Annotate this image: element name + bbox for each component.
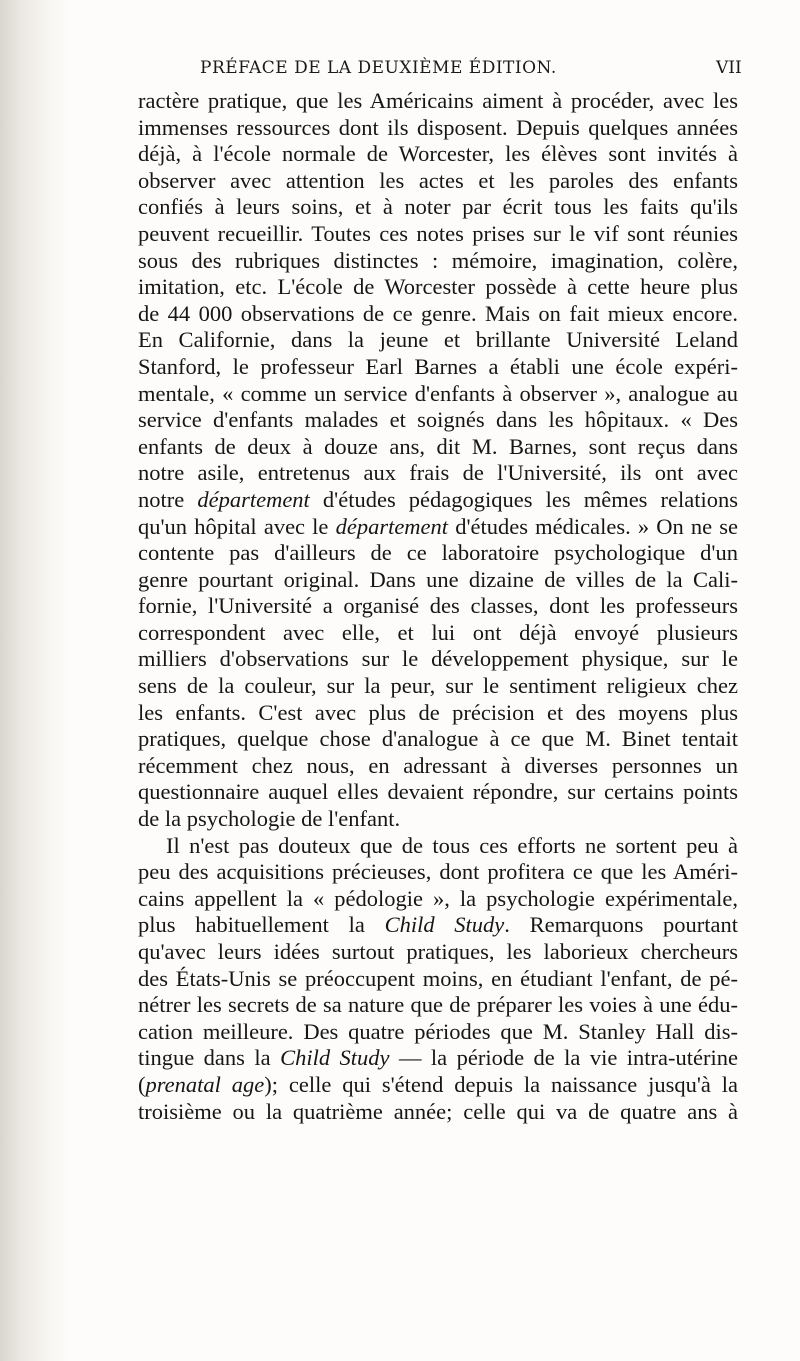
text-line: enfants de deux à douze ans, dit M. Barnes, sont reçus dans — [138, 433, 738, 459]
text-line: les enfants. C'est avec plus de précision et des moyens plus — [138, 699, 738, 725]
text-line: (prenatal age); celle qui s'étend depuis la naissance jusqu'à la — [138, 1071, 738, 1097]
text-line: de 44 000 observations de ce genre. Mais on fait mieux encore. — [138, 300, 738, 326]
text-line: peuvent recueillir. Toutes ces notes prises sur le vif sont réunies — [138, 220, 738, 246]
paragraph-start-line: Il n'est pas douteux que de tous ces efforts ne sortent peu à — [166, 832, 738, 858]
text-line: confiés à leurs soins, et à noter par écrit tous les faits qu'ils — [138, 194, 738, 220]
text-line: sous des rubriques distinctes : mémoire, imagination, colère, — [138, 247, 738, 273]
text-line: Stanford, le professeur Earl Barnes a établi une école expéri- — [138, 353, 738, 379]
text-line: notre département d'études pédagogiques les mêmes relations — [138, 486, 739, 512]
text-line: ractère pratique, que les Américains aiment à procéder, avec les — [138, 88, 738, 113]
text-line: peu des acquisitions précieuses, dont profitera ce que les Améri- — [138, 859, 738, 885]
text-line: questionnaire auquel elles devaient répondre, sur certains points — [138, 779, 738, 805]
text-line: milliers d'observations sur le développement physique, sur le — [138, 646, 738, 672]
text-line: troisième ou la quatrième année; celle qui va de quatre ans à — [138, 1098, 738, 1124]
text-line: genre pourtant original. Dans une dizaine de villes de la Cali- — [138, 566, 738, 592]
text-line: fornie, l'Université a organisé des classes, dont les professeurs — [138, 593, 738, 619]
text-line: immenses ressources dont ils disposent. Depuis quelques années — [138, 114, 738, 140]
text-line: des États-Unis se préoccupent moins, en étudiant l'enfant, de pé- — [138, 965, 738, 991]
page-number: VII — [716, 58, 742, 78]
text-line: qu'un hôpital avec le département d'études médicales. » On ne se — [138, 513, 739, 539]
paragraph-end-line: de la psychologie de l'enfant. — [138, 806, 401, 832]
text-line: contente pas d'ailleurs de ce laboratoire psychologique d'un — [138, 540, 738, 566]
text-line: pratiques, quelque chose d'analogue à ce que M. Binet tentait — [138, 726, 738, 752]
text-line: qu'avec leurs idées surtout pratiques, les laborieux chercheurs — [138, 939, 738, 964]
italic-term: prenatal age — [145, 1071, 265, 1097]
text-line: récemment chez nous, en adressant à diverses personnes un — [138, 752, 738, 778]
italic-term: Child Study — [384, 912, 505, 938]
text-line: déjà, à l'école normale de Worcester, les élèves sont invités à — [138, 141, 738, 167]
text-line: notre asile, entretenus aux frais de l'Université, ils ont avec — [138, 460, 738, 486]
text-line: En Californie, dans la jeune et brillante Université Leland — [138, 327, 738, 353]
running-header: PRÉFACE DE LA DEUXIÈME ÉDITION. — [200, 58, 557, 78]
body-text — [0, 88, 800, 1125]
text-line: mentale, « comme un service d'enfants à observer », analogue au — [138, 380, 738, 406]
text-line: plus habituellement la Child Study. Remarquons pourtant — [138, 912, 739, 938]
italic-term: Child Study — [280, 1045, 390, 1071]
text-line: nétrer les secrets de sa nature que de préparer les voies à une édu- — [138, 992, 738, 1018]
text-line: correspondent avec elle, et lui ont déjà envoyé plusieurs — [138, 619, 738, 645]
text-line: sens de la couleur, sur la peur, sur le sentiment religieux chez — [138, 673, 738, 699]
text-line: cation meilleure. Des quatre périodes que M. Stanley Hall dis- — [138, 1018, 738, 1044]
italic-term: département — [335, 513, 449, 539]
text-line: service d'enfants malades et soignés dans les hôpitaux. « Des — [138, 407, 738, 433]
italic-term: département — [197, 486, 310, 512]
text-line: observer avec attention les actes et les paroles des enfants — [138, 167, 738, 193]
text-line: imitation, etc. L'école de Worcester possède à cette heure plus — [138, 274, 738, 300]
text-line: cains appellent la « pédologie », la psychologie expérimentale, — [138, 885, 738, 911]
text-line: tingue dans la Child Study — la période de la vie intra-utérine — [138, 1045, 738, 1071]
